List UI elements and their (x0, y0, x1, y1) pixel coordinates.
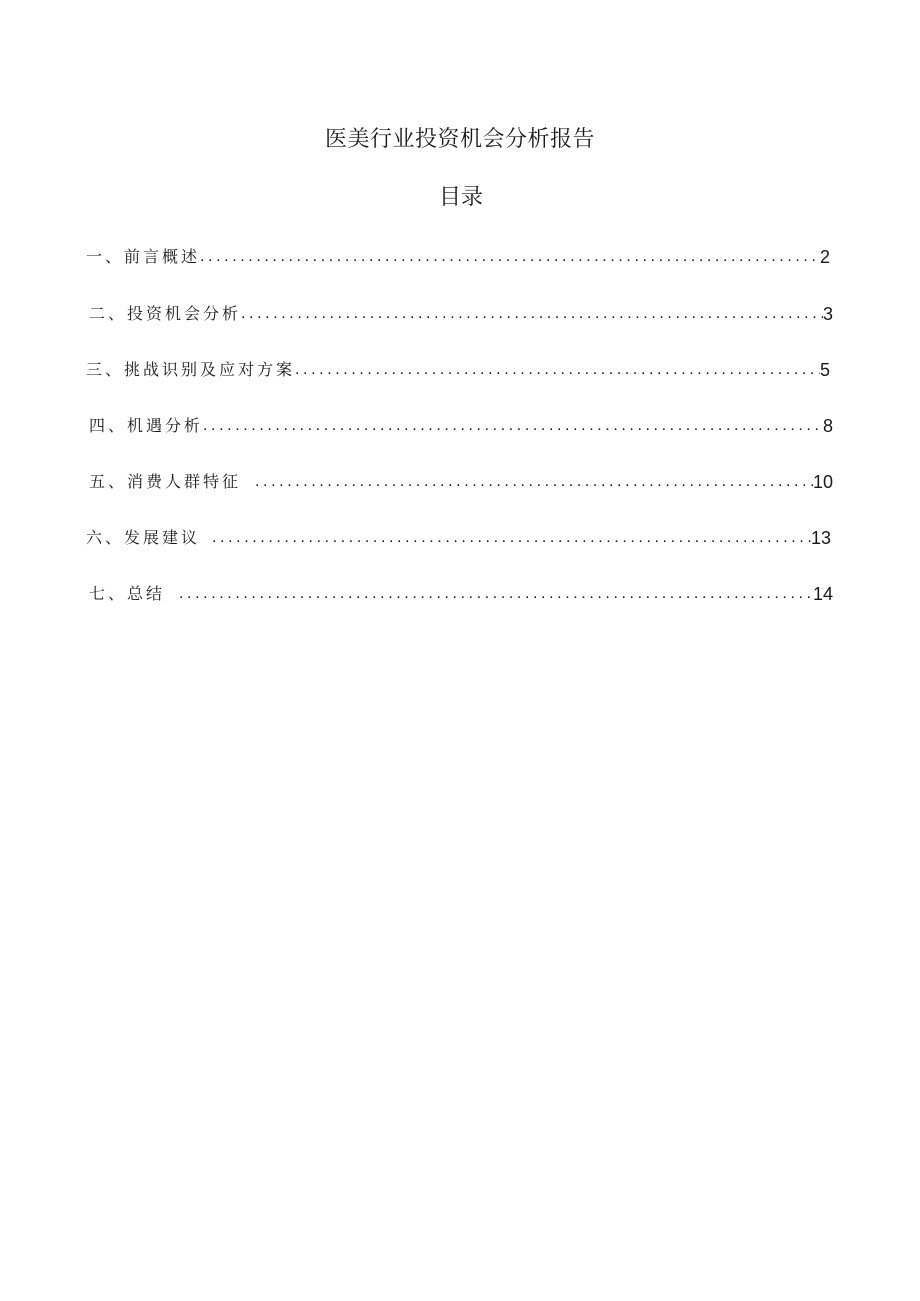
toc-entry-label: 三、挑战识别及应对方案 (86, 360, 296, 379)
toc-entry-label: 四、机遇分析 (89, 416, 204, 435)
toc-entry-6[interactable] (86, 524, 831, 552)
toc-entry-page: 8 (822, 416, 833, 436)
toc-entry-5[interactable] (89, 468, 833, 496)
toc-entry-page: 13 (810, 528, 831, 548)
toc-entry-4[interactable] (89, 412, 833, 440)
toc-entry-7[interactable] (89, 580, 833, 608)
toc-entry-page: 3 (822, 304, 833, 324)
toc-entry-page: 2 (819, 247, 830, 267)
toc-dot-leader (212, 524, 811, 552)
toc-entry-label: 五、消费人群特征 (89, 472, 242, 491)
toc-entry-label: 七、总结 (89, 584, 166, 603)
toc-heading: 目录 (438, 185, 483, 210)
toc-entry-label: 一、前言概述 (86, 247, 201, 266)
toc-dot-leader (255, 468, 813, 496)
toc-entry-2[interactable] (89, 300, 833, 328)
toc-dot-leader (200, 243, 820, 271)
toc-entry-page: 5 (819, 360, 830, 380)
toc-entry-label: 六、发展建议 (86, 528, 201, 547)
toc-dot-leader (295, 356, 820, 384)
toc-entry-page: 10 (812, 472, 833, 492)
toc-entry-page: 14 (812, 584, 833, 604)
toc-dot-leader (241, 300, 823, 328)
document-title: 医美行业投资机会分析报告 (324, 127, 595, 152)
toc-dot-leader (203, 412, 823, 440)
toc-entry-label: 二、投资机会分析 (89, 304, 242, 323)
toc-entry-1[interactable] (86, 243, 830, 271)
toc-entry-3[interactable] (86, 356, 830, 384)
toc-dot-leader (179, 580, 813, 608)
